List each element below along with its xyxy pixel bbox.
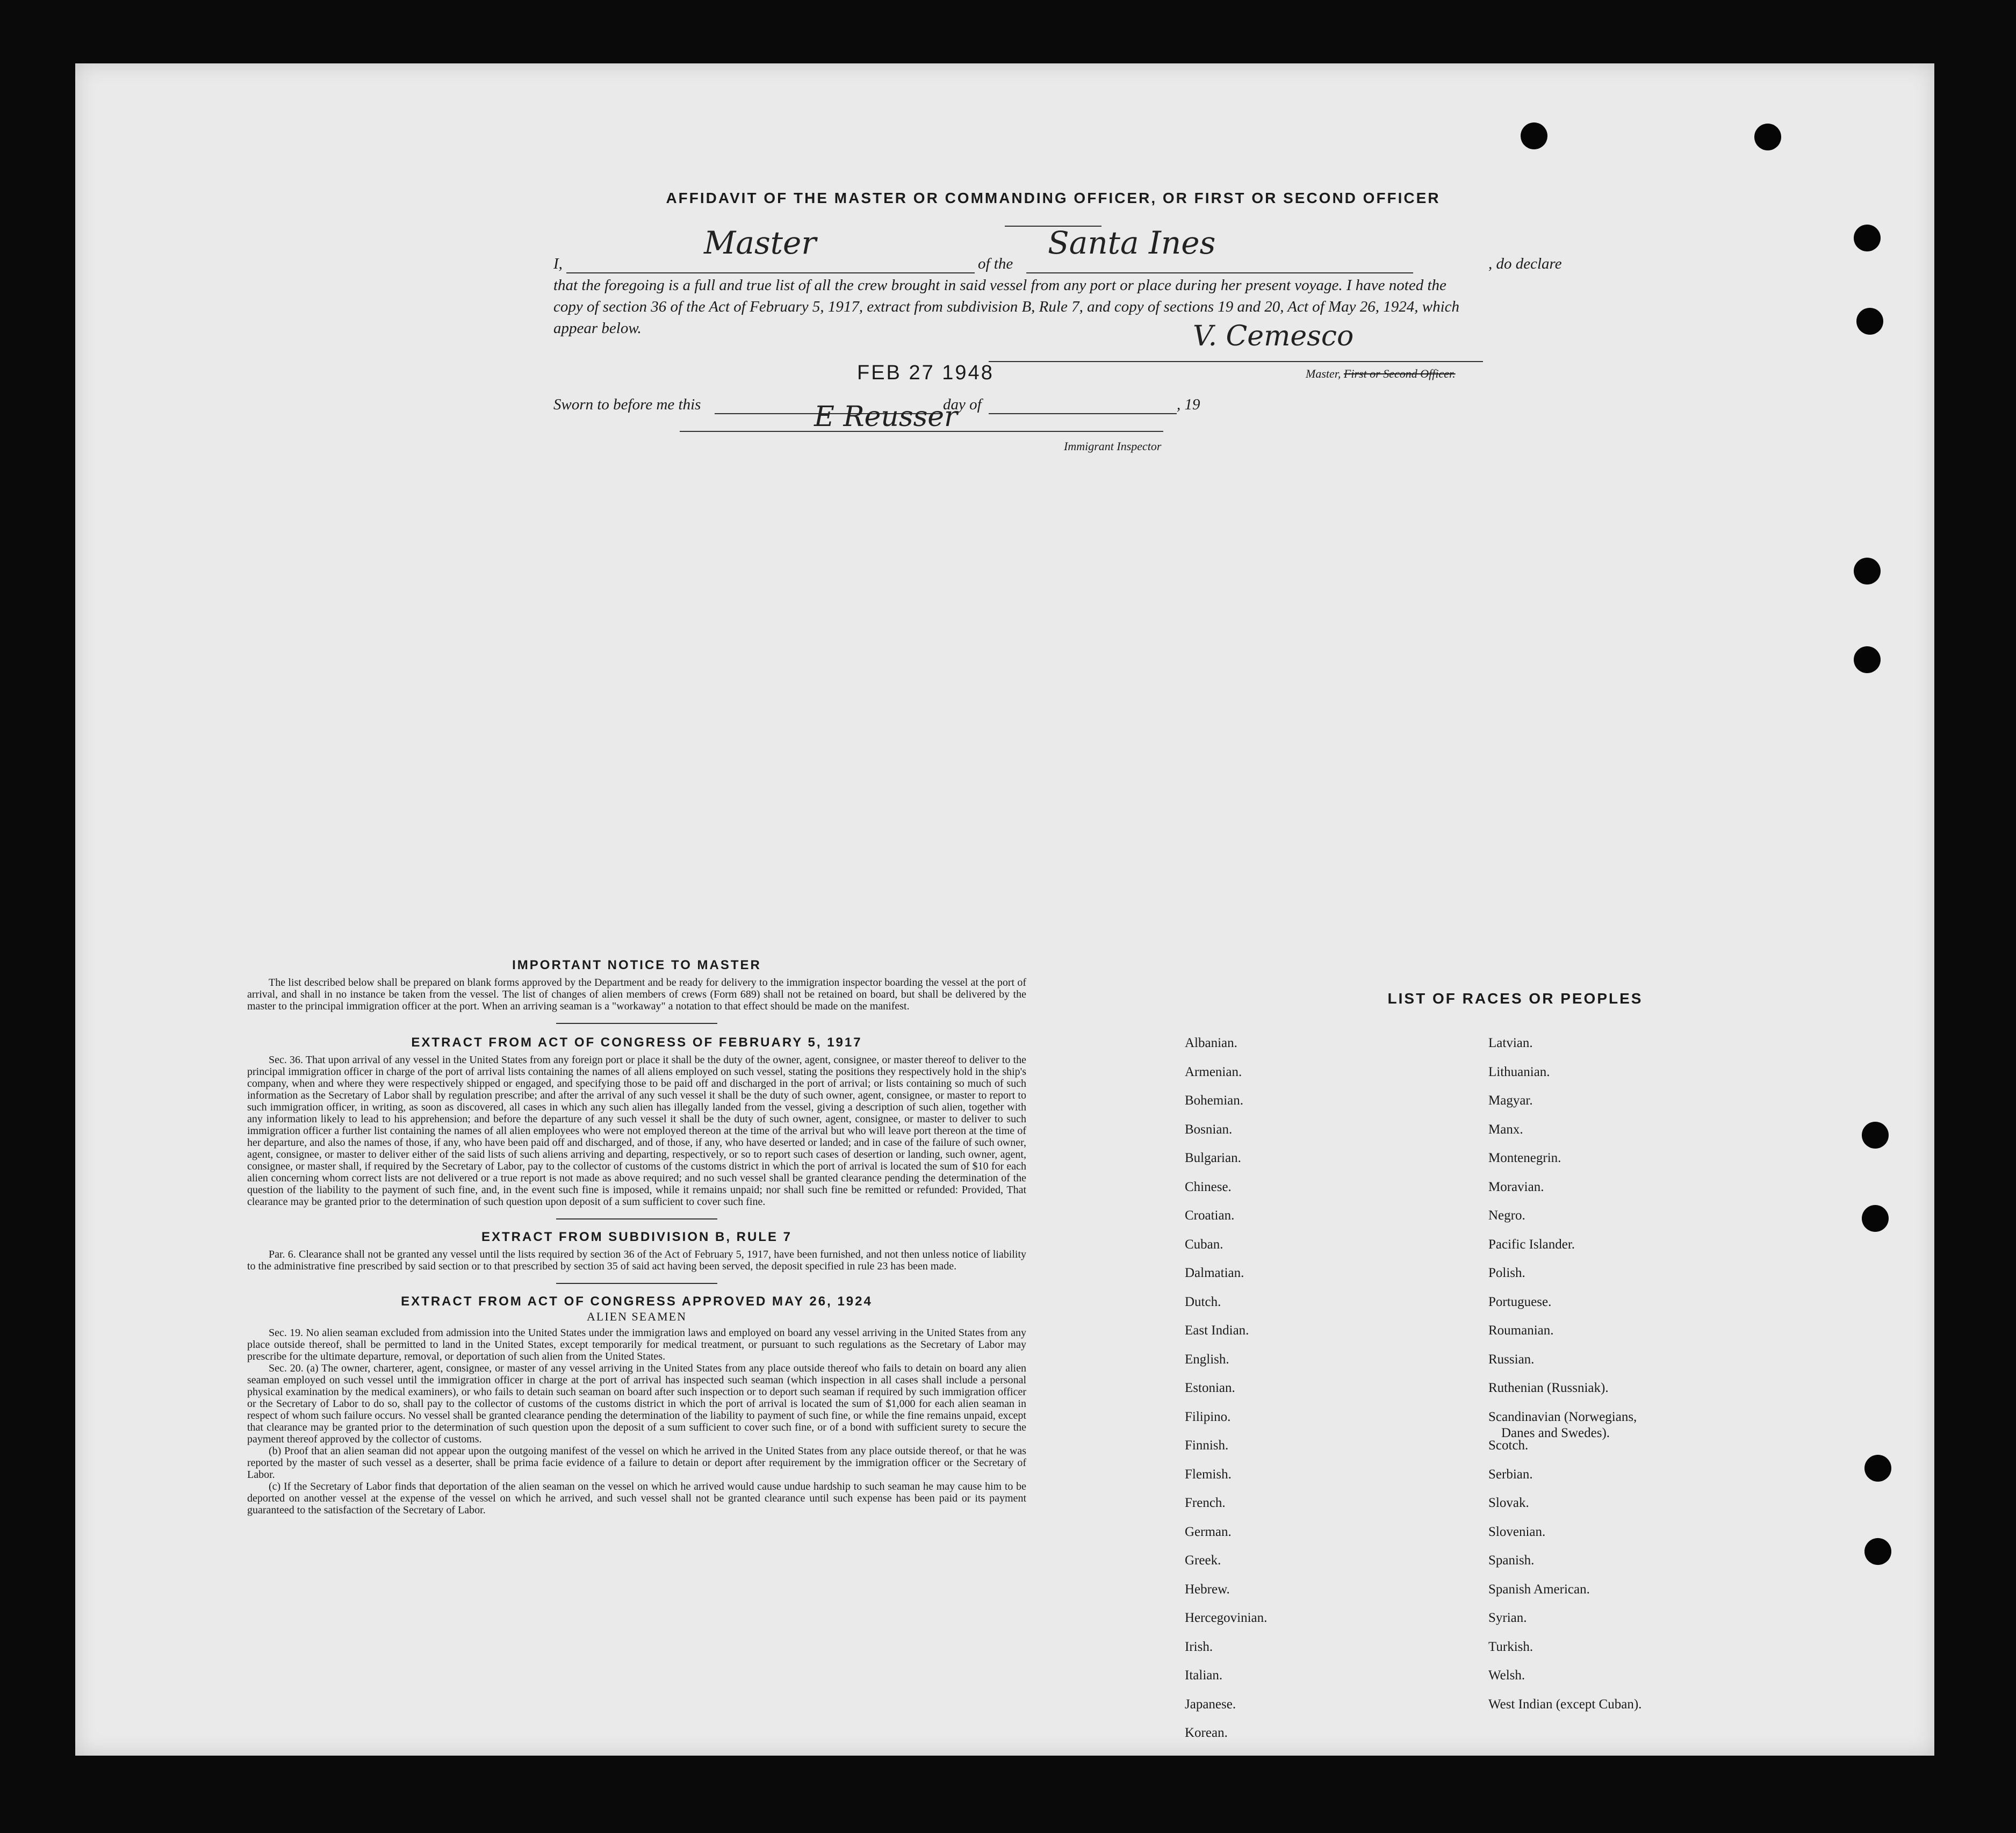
race-item: Hercegovinian. [1185,1611,1268,1625]
race-item: Turkish. [1488,1639,1533,1654]
race-item: West Indian (except Cuban). [1488,1697,1642,1712]
race-item: East Indian. [1185,1323,1249,1338]
day-of-label: day of [943,396,982,413]
month-fill-line [989,395,1177,414]
race-item: Irish. [1185,1639,1213,1654]
sworn-label: Sworn to before me this [553,396,701,413]
races-title: LIST OF RACES OR PEOPLES [1387,990,1643,1007]
i-label: I, [553,255,563,272]
race-item: Roumanian. [1488,1323,1554,1338]
race-item: Filipino. [1185,1409,1231,1424]
race-item: Moravian. [1488,1179,1544,1194]
handwritten-master: Master [704,225,817,261]
binder-hole [1754,124,1781,150]
binder-hole [1521,122,1547,149]
race-item: Syrian. [1488,1611,1527,1625]
binder-hole [1856,308,1883,335]
race-item: Montenegrin. [1488,1151,1561,1165]
binder-hole [1854,646,1881,673]
master-caption-prefix: Master, [1306,367,1344,380]
race-item: Danes and Swedes). [1501,1425,1610,1440]
of-the-label: of the [978,255,1013,272]
race-item: Magyar. [1488,1093,1533,1108]
race-item: Bohemian. [1185,1093,1244,1108]
race-item: English. [1185,1352,1229,1367]
race-item: German. [1185,1524,1232,1539]
race-item: Polish. [1488,1266,1525,1280]
race-item: Chinese. [1185,1179,1232,1194]
body-line-2: copy of section 36 of the Act of February 5, 1917, extract from subdivision B, Rule 7, and copy of sections 19 and 20, Act of May 26, 1924, which [553,298,1460,315]
race-item: Ruthenian (Russniak). [1488,1381,1609,1395]
race-item: Lithuanian. [1488,1064,1550,1079]
notice-text: The list described below shall be prepared on blank forms approved by the Department and be ready for delivery to the immigration inspector boarding the vessel at the port of arrival, and shall in no instance be taken from the vessel. The list of changes of alien members of crews (Form 689) shall not be retained on board, but shall be delivered by the master to the principal immigration officer at the port. When an arriving seaman is a "workaway" a notation to that effect should be made on the manifest. [247,977,1026,1012]
document-sheet [75,63,1934,1756]
race-item: Pacific Islander. [1488,1237,1575,1252]
race-item: Slovenian. [1488,1524,1546,1539]
inspector-caption: Immigrant Inspector [1064,439,1162,453]
binder-hole [1862,1205,1889,1232]
extract-1917-text: Sec. 36. That upon arrival of any vessel in the United States from any foreign port or place it shall be the duty of the owner, agent, consignee, or master thereof to deliver to the principal immigration officer in charge of the port of arrival lists containing the names of all aliens employed on such vessel, stating the positions they respectively hold in the ship's company, when and where they were respectively shipped or engaged, and specifying those to be paid off and discharged in the port of arrival; or lists containing so much of such information as the Secretary of Labor shall by regulation prescribe; and after the arrival of any such vessel it shall be the duty of such owner, agent, consignee, or master to report to such immigration officer, in writing, as soon as discovered, all cases in which any such alien has illegally landed from the vessel, giving a description of such alien, together with any information likely to lead to his apprehension; and before the departure of any such vessel it shall be the duty of such owner, agent, consignee, or master to deliver to such immigration officer a further list containing the names of all alien employees who were not employed thereon at the time of the arrival but who will leave port thereon at the time of her departure, and also the names of those, if any, who have been paid off and discharged, and of those, if any, who have deserted or landed; and in case of the failure of such owner, agent, consignee, or master to deliver either of the said lists of such aliens arriving and departing, respectively, or so to report such cases of desertion or landing, such owner, agent, consignee, or master shall, if required by the Secretary of Labor, pay to the collector of customs of the customs district in which the port of arrival is located the sum of $10 for each alien concerning whom correct lists are not delivered or a true report is not made as above required; and no such vessel shall be granted clearance pending the determination of the question of the liability to the payment of such fine, and, in the event such fine is imposed, while it remains unpaid; nor shall such fine be remitted or refunded: Provided, That clearance may be granted prior to the determination of such question upon deposit of a sum sufficient to cover such fine. [247,1054,1026,1208]
race-item: Flemish. [1185,1467,1232,1482]
affidavit-body [553,253,1569,339]
divider [556,1023,717,1024]
race-item: Dutch. [1185,1294,1221,1309]
body-line-3: appear below. [553,320,642,337]
declare-label: , do declare [1488,255,1562,272]
stamped-date: FEB 27 1948 [857,362,994,384]
race-item: Cuban. [1185,1237,1223,1252]
sec19-text: Sec. 19. No alien seaman excluded from admission into the United States under the immigration laws and employed on board any vessel arriving in the United States from any place outside thereof, shall be permitted to land in the United States, except temporarily for medical treatment, or pursuant to such regulations as the Secretary of Labor may prescribe for the ultimate departure, removal, or deportation of such alien from the United States. [247,1327,1026,1362]
binder-hole [1854,558,1881,584]
race-item: Spanish. [1488,1553,1535,1568]
race-item: Italian. [1185,1668,1223,1683]
race-item: Bosnian. [1185,1122,1233,1137]
race-item: Albanian. [1185,1036,1237,1050]
handwritten-vessel: Santa Ines [1048,225,1216,261]
binder-hole [1854,225,1881,251]
important-notice [247,959,1026,1516]
race-item: Latvian. [1488,1036,1533,1050]
sec20c-text: (c) If the Secretary of Labor finds that deportation of the alien seaman on the vessel on which he arrived would cause undue hardship to such seaman he may cause him to be deported on another vessel at the expense of the vessel on which he arrived, and such vessel shall not be granted clearance until such expense has been paid or its payment guaranteed to the satisfaction of the Secretary of Labor. [247,1481,1026,1516]
sec20a-text: Sec. 20. (a) The owner, charterer, agent, consignee, or master of any vessel arriving in the United States from any place outside thereof who fails to detain on board any alien seaman employed on such vessel until the immigration officer in charge at the port of arrival has inspected such seaman (which inspection in all cases shall include a personal physical examination by the medical examiners), or who fails to detain such seaman on board after such inspection or to deport such seaman if required by such immigration officer or the Secretary of Labor to do so, shall pay to the collector of customs of the customs district in which the port of arrival is located the sum of $1,000 for each alien seaman in respect of whom such failure occurs. No vessel shall be granted clearance pending the determination of the liability to payment of such fine, or while the fine remains unpaid, except that clearance may be granted prior to the determination of such question upon the deposit of a sum sufficient to cover such fine, or of a bond with sufficient surety to secure the payment thereof approved by the collector of customs. [247,1362,1026,1445]
race-item: Manx. [1488,1122,1523,1137]
race-item: Dalmatian. [1185,1266,1244,1280]
race-item: Serbian. [1488,1467,1533,1482]
race-item: Finnish. [1185,1438,1229,1453]
race-item: Estonian. [1185,1381,1235,1395]
year-label: , 19 [1177,396,1200,413]
race-item: Scotch. [1488,1438,1529,1453]
divider [556,1218,717,1219]
sec20b-text: (b) Proof that an alien seaman did not appear upon the outgoing manifest of the vessel on which he arrived in the United States from any place outside thereof, or that he was reported by the master of such vessel as a deserter, shall be prima facie evidence of a failure to detain or deport after requirement by the immigration officer or the Secretary of Labor. [247,1445,1026,1481]
race-item: Greek. [1185,1553,1221,1568]
race-item: Croatian. [1185,1208,1235,1223]
extract-1917-title: EXTRACT FROM ACT OF CONGRESS OF FEBRUARY 5, 1917 [411,1035,862,1050]
race-item: Japanese. [1185,1697,1236,1712]
binder-hole [1862,1122,1889,1149]
race-item: Armenian. [1185,1064,1242,1079]
race-item: Russian. [1488,1352,1535,1367]
master-signature: V. Cemesco [1193,320,1354,352]
binder-hole [1864,1538,1891,1565]
race-item: French. [1185,1496,1226,1510]
extract-1924-subtitle: ALIEN SEAMEN [587,1310,687,1323]
divider [556,1283,717,1284]
extract-1924-title: EXTRACT FROM ACT OF CONGRESS APPROVED MAY 26, 1924 [401,1294,873,1309]
race-item: Korean. [1185,1726,1228,1740]
body-line-1: that the foregoing is a full and true list of all the crew brought in said vessel from any port or place during her present voyage. I have noted the [553,277,1446,294]
race-item: Slovak. [1488,1496,1529,1510]
binder-hole [1864,1455,1891,1482]
race-item: Portuguese. [1488,1294,1552,1309]
master-caption-struck: First or Second Officer. [1343,367,1456,380]
race-item: Welsh. [1488,1668,1525,1683]
affidavit-title: AFFIDAVIT OF THE MASTER OR COMMANDING OFFICER, OR FIRST OR SECOND OFFICER [666,190,1441,206]
rule7-title: EXTRACT FROM SUBDIVISION B, RULE 7 [481,1230,793,1244]
inspector-signature: E Reusser [814,401,957,433]
race-item: Spanish American. [1488,1582,1590,1597]
race-item: Hebrew. [1185,1582,1230,1597]
race-item: Bulgarian. [1185,1151,1241,1165]
rule7-text: Par. 6. Clearance shall not be granted any vessel until the lists required by section 36 of the Act of February 5, 1917, have been furnished, and not then unless notice of liability to the administrative fine prescribed by said section or to that prescribed by section 35 of said act having been served, the deposit specified in rule 23 has been made. [247,1249,1026,1272]
race-item: Negro. [1488,1208,1525,1223]
race-item: Scandinavian (Norwegians, [1488,1409,1637,1424]
master-caption [1306,367,1456,381]
notice-title: IMPORTANT NOTICE TO MASTER [512,958,761,972]
